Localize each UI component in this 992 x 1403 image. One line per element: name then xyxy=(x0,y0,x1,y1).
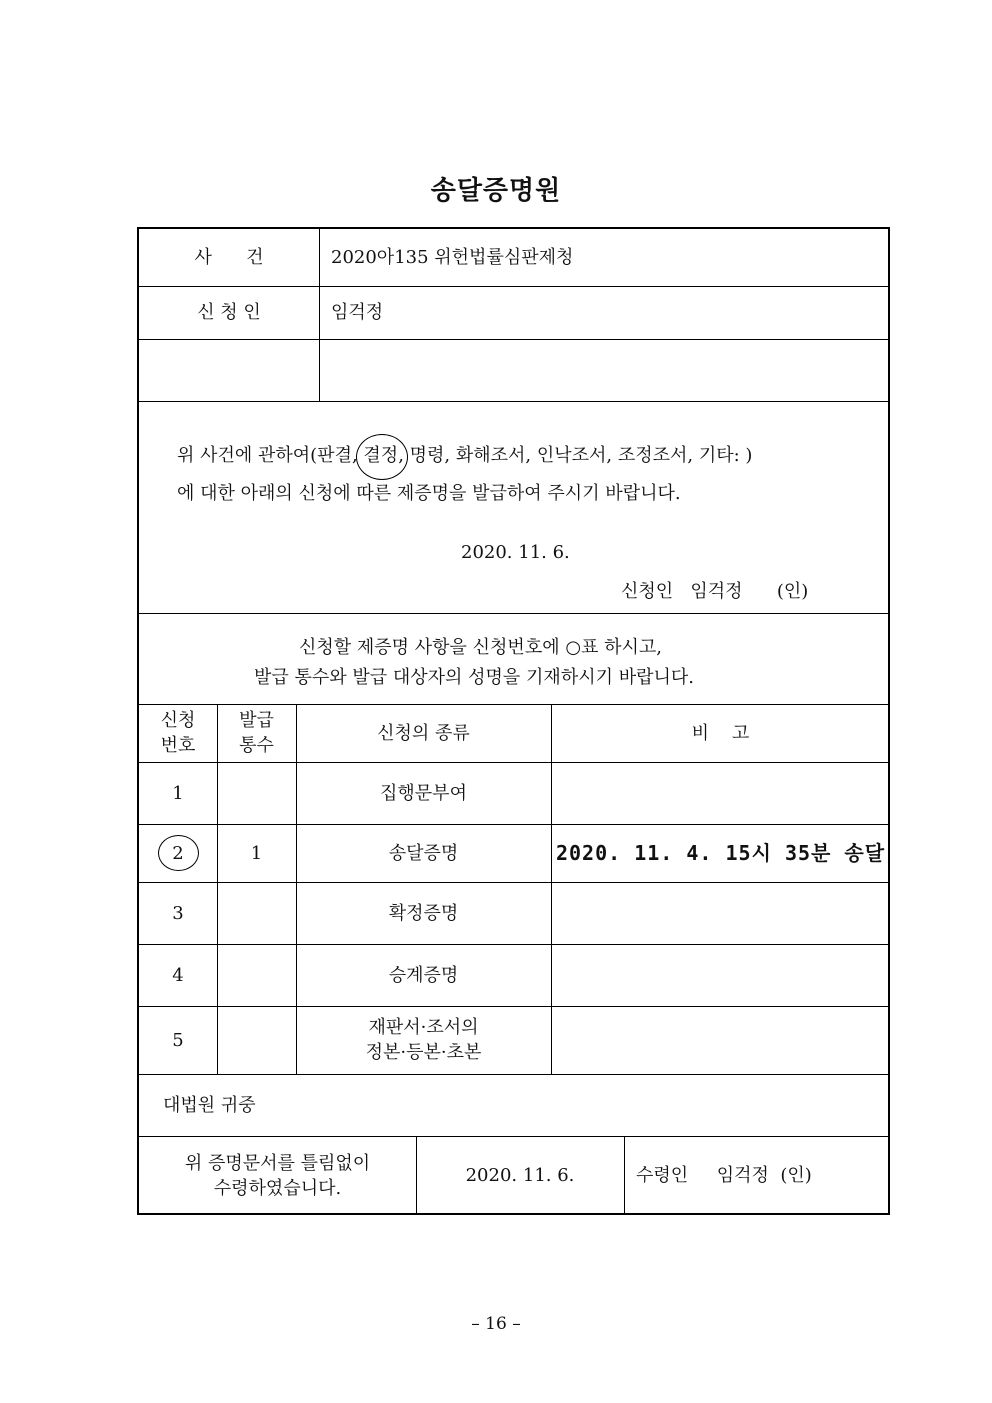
row-5-type: 재판서·조서의 정본·등본·초본 xyxy=(365,1017,482,1063)
case-label: 사 건 xyxy=(194,247,264,268)
row-1-count xyxy=(217,762,296,824)
case-value: 2020아135 위헌법률심판제청 xyxy=(331,247,574,268)
row-5-count xyxy=(217,1006,296,1074)
page-number: – 16 – xyxy=(471,1314,521,1334)
row-2-count: 1 xyxy=(250,842,263,864)
addressee: 대법원 귀중 xyxy=(163,1094,256,1116)
selection-circle-mark xyxy=(356,434,408,480)
row-4-number: 4 xyxy=(172,964,184,986)
row-5-number: 5 xyxy=(172,1029,184,1051)
header-count: 발급 통수 xyxy=(239,710,274,756)
applicant-label: 신 청 인 xyxy=(197,302,261,323)
row-1-number: 1 xyxy=(172,782,184,804)
header-number: 신청 번호 xyxy=(160,710,196,756)
row-5-remark xyxy=(551,1006,890,1074)
certificate-form xyxy=(137,227,890,1215)
row-3-count xyxy=(217,882,296,944)
row-2-remark: 2020. 11. 4. 15시 35분 송달 xyxy=(555,840,886,865)
row-3-number: 3 xyxy=(172,902,184,924)
request-line-1: 위 사건에 관하여(판결, 결정, 명령, 화해조서, 인낙조서, 조정조서, 기타: ) xyxy=(177,441,752,467)
receipt-text: 위 증명문서를 틀림없이 수령하였습니다. xyxy=(184,1152,371,1199)
row-2-number: 2 xyxy=(172,842,184,864)
row-4-type: 승계증명 xyxy=(388,964,459,986)
row-4-count xyxy=(217,944,296,1006)
instruction-line-1: 신청할 제증명 사항을 신청번호에 ○표 하시고, xyxy=(299,637,663,658)
row-1-remark xyxy=(551,762,890,824)
circled-word: 결정 xyxy=(363,445,399,466)
header-remark: 비 고 xyxy=(691,722,750,744)
row-4-remark xyxy=(551,944,890,1006)
applicant-value: 임걱정 xyxy=(331,302,384,323)
header-type: 신청의 종류 xyxy=(377,722,470,744)
instruction-line-2: 발급 통수와 발급 대상자의 성명을 기재하시기 바랍니다. xyxy=(254,667,694,688)
row-3-remark xyxy=(551,882,890,944)
receipt-signature: 수령인 임걱정 (인) xyxy=(636,1165,812,1186)
request-signature: 신청인 임걱정 (인) xyxy=(621,581,809,602)
row-3-type: 확정증명 xyxy=(388,902,459,924)
request-line-2: 에 대한 아래의 신청에 따른 제증명을 발급하여 주시기 바랍니다. xyxy=(177,483,681,504)
row-2-type: 송달증명 xyxy=(388,842,459,864)
document-title: 송달증명원 xyxy=(430,176,562,206)
receipt-date: 2020. 11. 6. xyxy=(465,1165,575,1186)
row-1-type: 집행문부여 xyxy=(380,782,467,804)
request-date: 2020. 11. 6. xyxy=(461,542,570,563)
